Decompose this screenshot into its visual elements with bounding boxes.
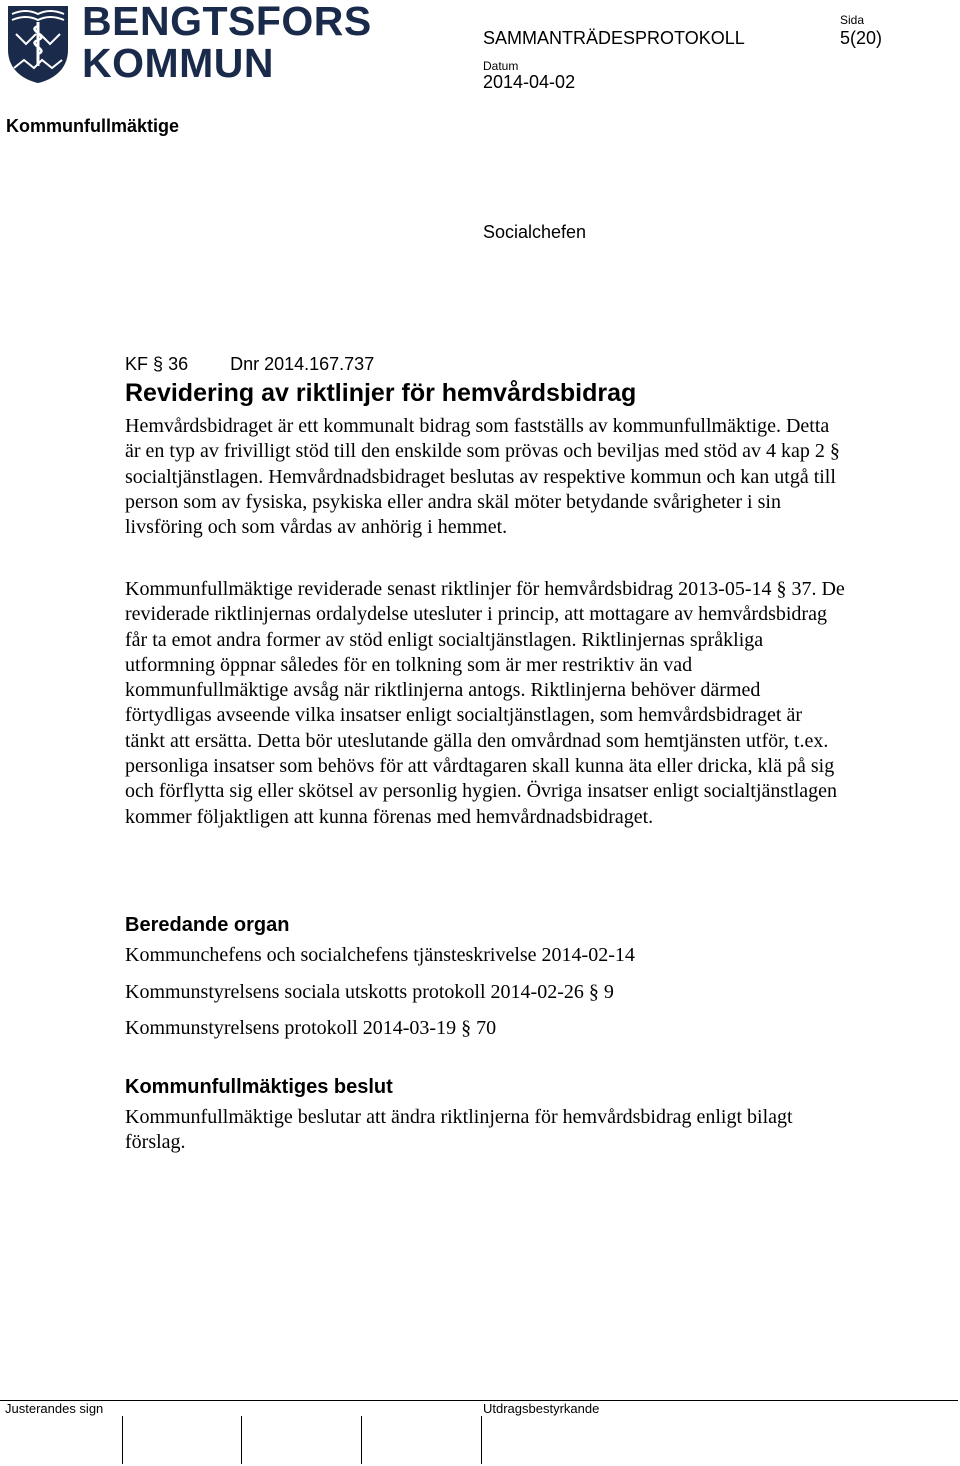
preparatory-item: Kommunchefens och socialchefens tjänsteskrivelse 2014-02-14 [125, 944, 635, 966]
kf-label: KF [125, 354, 149, 374]
adjuster-signature-label: Justerandes sign [5, 1401, 104, 1416]
preparatory-item: Kommunstyrelsens protokoll 2014-03-19 § 70 [125, 1017, 497, 1039]
coat-of-arms-icon [6, 4, 70, 84]
body-paragraph-2: Kommunfullmäktige reviderade senast riktlinjer för hemvårdsbidrag 2013-05-14 § 37. De reviderade riktlinjernas ordalydelse utesluter i princip, att mottagare av hemvårdsbidrag får ta emot andra former av stöd enligt socialtjänstlagen. Riktlinjernas språkliga utformning öppnar således för en tolkning som är mer restriktiv än vad kommunfullmäktige avsåg när riktlinjerna antogs. Riktlinjerna behöver därmed förtydligas avseende vilka insatser enligt socialtjänstlagen, som hemvårdsbidraget är tänkt att ersätta. Detta bör uteslutande gälla den omvårdnad som hemtjänsten utför, t.ex. personliga insatser som behövs för att vårdtagaren skall kunna äta eller dricka, klä på sig och förflytta sig eller skötsel av personlig hygien. Övriga insatser enligt socialtjänstlagen kommer följaktligen att kunna förenas med hemvårdnadsbidraget. [125, 578, 845, 828]
date-value: 2014-04-02 [483, 72, 576, 92]
case-reference [125, 353, 374, 375]
organ-name: Kommunfullmäktige [6, 116, 180, 136]
body-paragraph-1: Hemvårdsbidraget är ett kommunalt bidrag som fastställs av kommunfullmäktige. Detta är en typ av frivilligt stöd till den enskilde som prövas och beviljas med stöd av 4 kap 2 § socialtjänstlagen. Hemvårdnadsbidraget beslutas av respektive kommun och kan utgå till person som av fysiska, psykiska eller andra skäl möter betydande svårigheter i sin livsföring och som vårdas av anhörig i hemmet. [125, 415, 840, 539]
recipient: Socialchefen [483, 222, 587, 242]
decision-heading: Kommunfullmäktiges beslut [125, 1076, 393, 1098]
section-symbol: § [153, 354, 164, 374]
preparatory-bodies-heading: Beredande organ [125, 914, 290, 936]
logo-wordmark-line2: KOMMUN [82, 40, 275, 86]
kf-number: 36 [168, 354, 189, 374]
signature-box-divider [122, 1416, 123, 1464]
extract-certification-label: Utdragsbestyrkande [483, 1401, 600, 1416]
signature-box-divider [481, 1416, 482, 1464]
footer-divider [0, 1400, 958, 1401]
page-number: 5(20) [840, 28, 883, 48]
logo-wordmark-line1: BENGTSFORS [82, 0, 372, 44]
decision-text: Kommunfullmäktige beslutar att ändra riktlinjerna för hemvårdsbidrag enligt bilagt förslag. [125, 1106, 793, 1154]
signature-box-divider [361, 1416, 362, 1464]
signature-box-divider [241, 1416, 242, 1464]
diary-number: Dnr 2014.167.737 [230, 354, 375, 374]
date-label: Datum [483, 59, 519, 73]
case-title: Revidering av riktlinjer för hemvårdsbidrag [125, 379, 637, 407]
page-label: Sida [840, 13, 865, 27]
preparatory-item: Kommunstyrelsens sociala utskotts protokoll 2014-02-26 § 9 [125, 981, 614, 1003]
protocol-title: SAMMANTRÄDESPROTOKOLL [483, 28, 745, 48]
